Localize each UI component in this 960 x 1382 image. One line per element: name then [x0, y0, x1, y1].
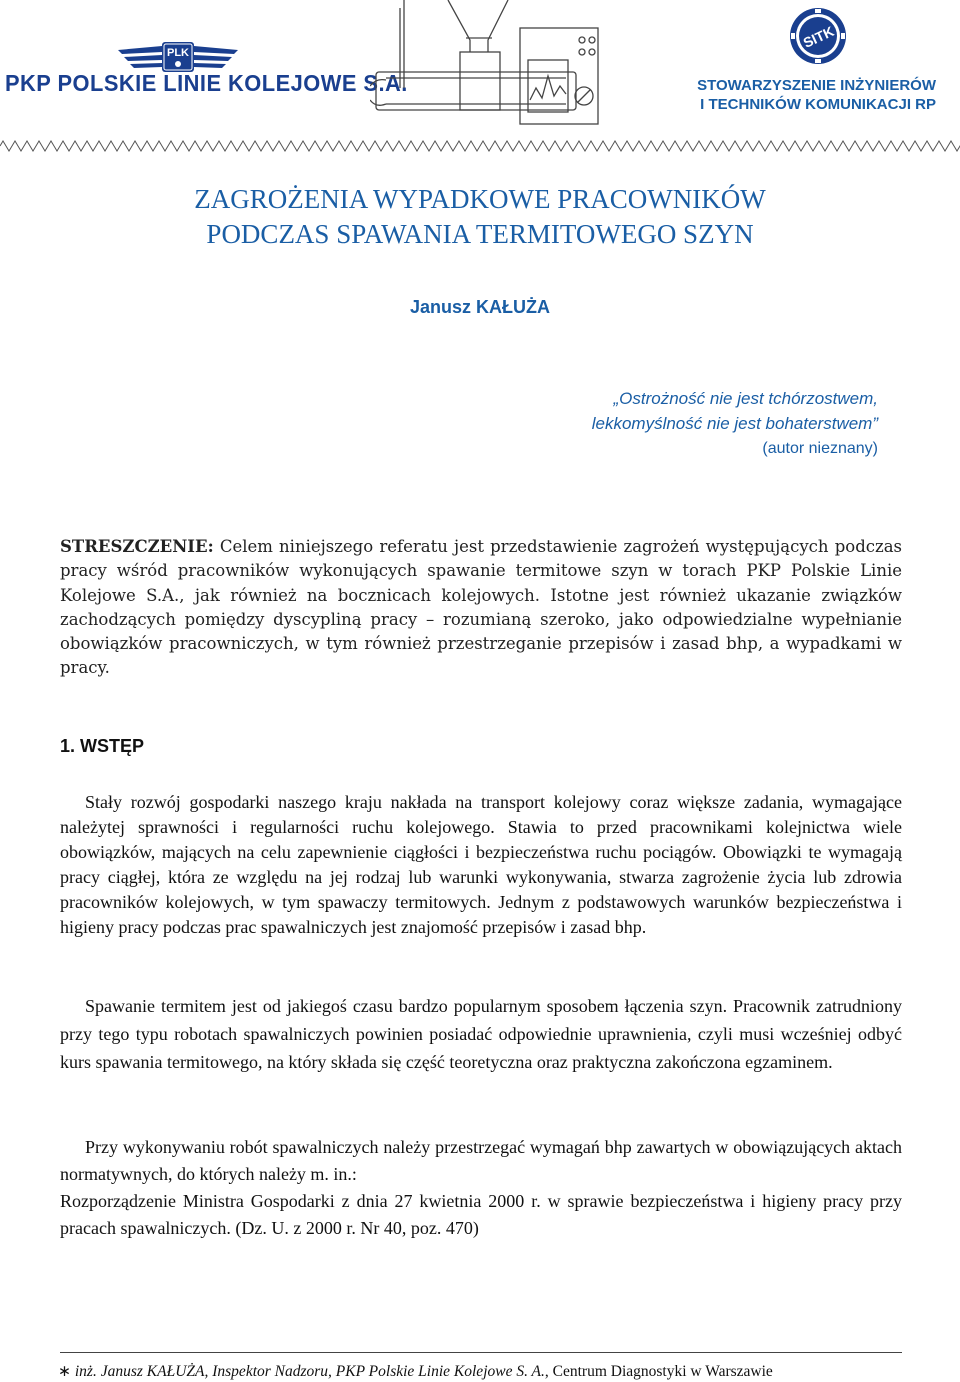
paragraph-1 — [60, 790, 902, 940]
quote-source: (autor nieznany) — [762, 440, 878, 457]
abstract-label: STRESZCZENIE: — [60, 537, 214, 556]
author-footnote — [58, 1362, 773, 1381]
epigraph-quote — [592, 386, 878, 461]
footnote-separator — [60, 1352, 902, 1353]
paragraph-1-text: Stały rozwój gospodarki naszego kraju nakłada na transport kolejowy coraz większe zadania, wymagające należytej sprawności i regularności ruchu kolejowego. Stawia to przed pracownikami kolejnictwa wiele obowiązków, mających na celu zapewnienie ciągłości i bezpieczeństwa ruchu pociągów. Obowiązki te wymagają pracy ciągłej, która ze względu na jej rodzaj lub warunki wykonywania, stwarza zagrożenie życia lub zdrowia pracowników kolejowych, w tym spawaczy termitowych. Jednym z podstawowych warunków bezpieczeństwa i higieny pracy podczas prac spawalniczych jest znajomość przepisów i zasad bhp. — [60, 792, 902, 937]
footnote-mark: ∗ — [58, 1363, 71, 1380]
section-heading-introduction: 1. WSTĘP — [60, 736, 145, 756]
regulation-citation: Rozporządzenie Ministra Gospodarki z dnia 27 kwietnia 2000 r. w sprawie bezpieczeństwa i higieny pracy przy pracach spawalniczych. (Dz. U. z 2000 r. Nr 40, poz. 470) — [60, 1191, 902, 1238]
sitk-name-line1: STOWARZYSZENIE INŻYNIERÓW — [697, 77, 936, 94]
sitk-organization-name — [697, 76, 936, 114]
footnote-affiliation: , Centrum Diagnostyki w Warszawie — [544, 1363, 773, 1380]
title-line-1: ZAGROŻENIA WYPADKOWE PRACOWNIKÓW — [194, 184, 766, 214]
paragraph-3-text: Przy wykonywaniu robót spawalniczych należy przestrzegać wymagań bhp zawartych w obowiązujących aktach normatywnych, do których należy m. in.: — [60, 1137, 902, 1184]
quote-line-1: „Ostrożność nie jest tchórzostwem, — [613, 389, 878, 408]
paragraph-3 — [60, 1134, 902, 1242]
plk-company-name: PKP POLSKIE LINIE KOLEJOWE S.A. — [5, 70, 408, 96]
abstract-text: Celem niniejszego referatu jest przedstawienie zagrożeń występujących podczas pracy wśród pracowników wykonujących spawanie termitowe szyn w torach PKP Polskie Linie Kolejowe S.A., jak również na bocznicach kolejowych. Istotne jest również ukazanie związków zachodzących pomiędzy dyscypliną pracy – rozumianą szeroko, jako odpowiedzialne wypełnianie obowiązków pracowniczych, w tym również przestrzeganie przepisów i zasad bhp, a wypadkami w pracy. — [60, 537, 902, 678]
document-title — [0, 182, 960, 252]
sitk-name-line2: I TECHNIKÓW KOMUNIKACJI RP — [700, 96, 936, 113]
abstract — [60, 535, 902, 681]
quote-line-2: lekkomyślność nie jest bohaterstwem” — [591, 414, 878, 433]
paragraph-2-text: Spawanie termitem jest od jakiegoś czasu bardzo popularnym sposobem łączenia szyn. Pracownik zatrudniony przy tego typu robotach spawalniczych powinien posiadać odpowiednie uprawnienia, czyli musi wcześniej odbyć kurs spawania termitowego, na który składa się część teoretyczna oraz praktyczna zakończona egzaminem. — [60, 996, 902, 1072]
title-line-2: PODCZAS SPAWANIA TERMITOWEGO SZYN — [206, 219, 754, 249]
svg-text:PLK: PLK — [167, 47, 189, 59]
author-name: Janusz KAŁUŻA — [409, 297, 550, 317]
paragraph-2 — [60, 992, 902, 1076]
footnote-author-role: inż. Janusz KAŁUŻA, Inspektor Nadzoru, PKP Polskie Linie Kolejowe S. A. — [71, 1363, 545, 1380]
decorative-zigzag-divider — [0, 139, 960, 153]
page-header — [0, 0, 960, 160]
rail-welding-illustration — [370, 0, 640, 130]
sitk-emblem — [783, 6, 853, 68]
svg-text:SITK: SITK — [800, 22, 837, 51]
